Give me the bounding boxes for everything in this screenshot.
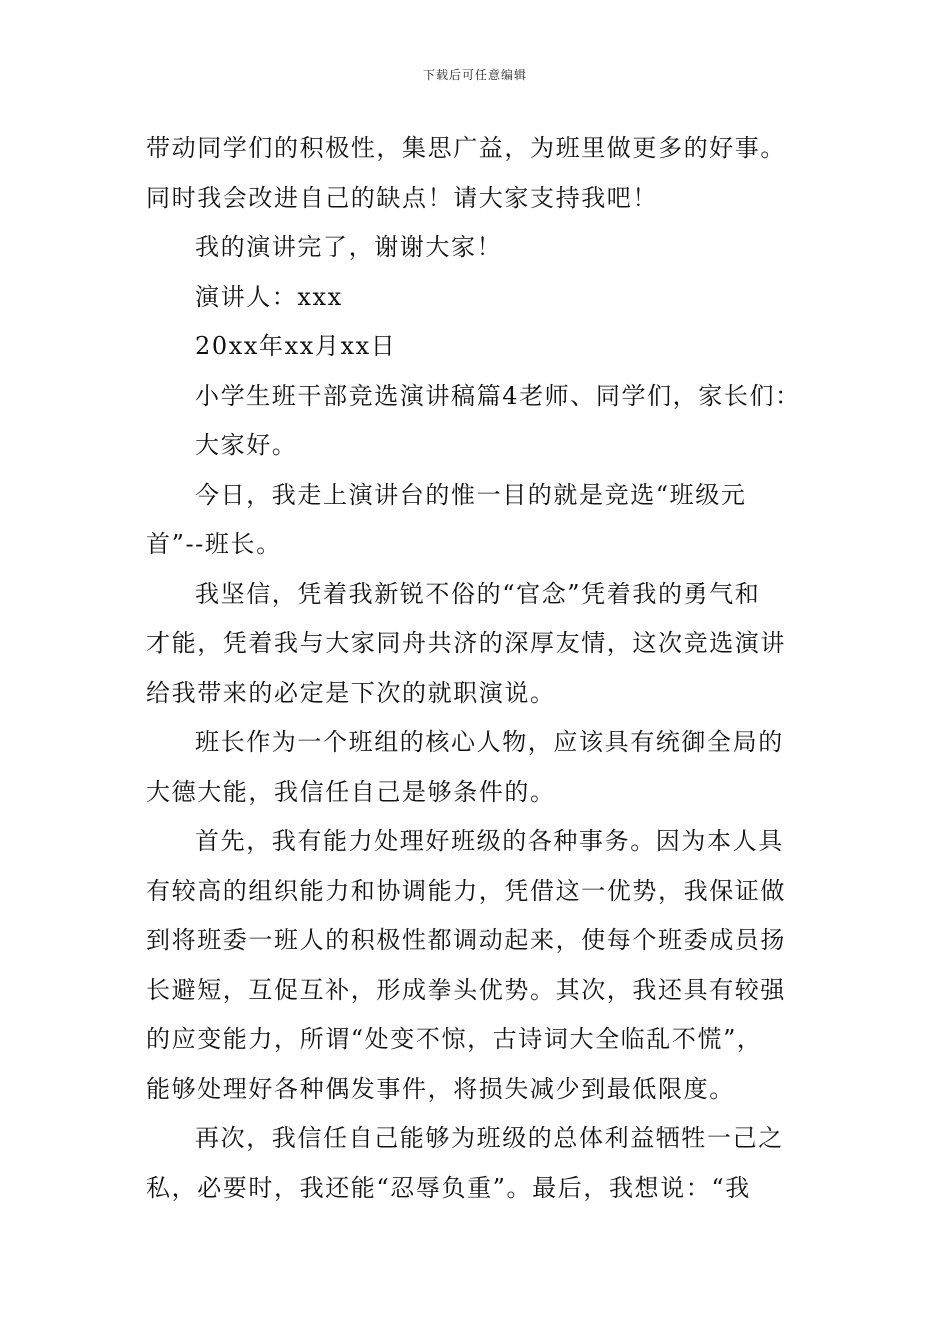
text-line: 同时我会改进自己的缺点！请大家支持我吧！ <box>146 183 658 212</box>
greeting-line: 大家好。 <box>195 431 298 459</box>
section-title-line: 小学生班干部竞选演讲稿篇4老师、同学们，家长们： <box>195 381 801 410</box>
text-line: 长避短，互促互补，形成拳头优势。其次，我还具有较强 <box>146 975 786 1004</box>
text-line: 的应变能力，所谓“处变不惊，古诗词大全临乱不慌”， <box>146 1025 763 1053</box>
text-line: 今日，我走上演讲台的惟一目的就是竞选“班级元 <box>195 480 747 509</box>
speaker-line: 演讲人：xxx <box>195 282 343 311</box>
text-line: 我的演讲完了，谢谢大家！ <box>195 233 503 261</box>
text-line: 首”--班长。 <box>146 530 282 558</box>
text-line: 有较高的组织能力和协调能力，凭借这一优势，我保证做 <box>146 876 786 905</box>
text-line: 带动同学们的积极性，集思广益，为班里做更多的好事。 <box>146 134 786 162</box>
document-body <box>146 124 808 1213</box>
text-line: 再次，我信任自己能够为班级的总体利益牺牲一己之 <box>195 1124 784 1152</box>
text-line: 给我带来的必定是下次的就职演说。 <box>146 678 556 707</box>
text-line: 我坚信，凭着我新锐不俗的“官念”凭着我的勇气和 <box>195 579 761 608</box>
text-line: 班长作为一个班组的核心人物，应该具有统御全局的 <box>195 728 784 756</box>
text-line: 首先，我有能力处理好班级的各种事务。因为本人具 <box>195 827 784 855</box>
page-header: 下载后可任意编辑 <box>422 68 527 82</box>
text-line: 到将班委一班人的积极性都调动起来，使每个班委成员扬 <box>146 926 786 954</box>
date-line: 20xx年xx月xx日 <box>195 332 397 360</box>
text-line: 大德大能，我信任自己是够条件的。 <box>146 777 556 806</box>
text-line: 能够处理好各种偶发事件，将损失减少到最低限度。 <box>146 1074 735 1103</box>
text-line: 才能，凭着我与大家同舟共济的深厚友情，这次竞选演讲 <box>146 629 786 657</box>
text-line: 私，必要时，我还能“忍辱负重”。最后，我想说：“我 <box>146 1173 751 1202</box>
